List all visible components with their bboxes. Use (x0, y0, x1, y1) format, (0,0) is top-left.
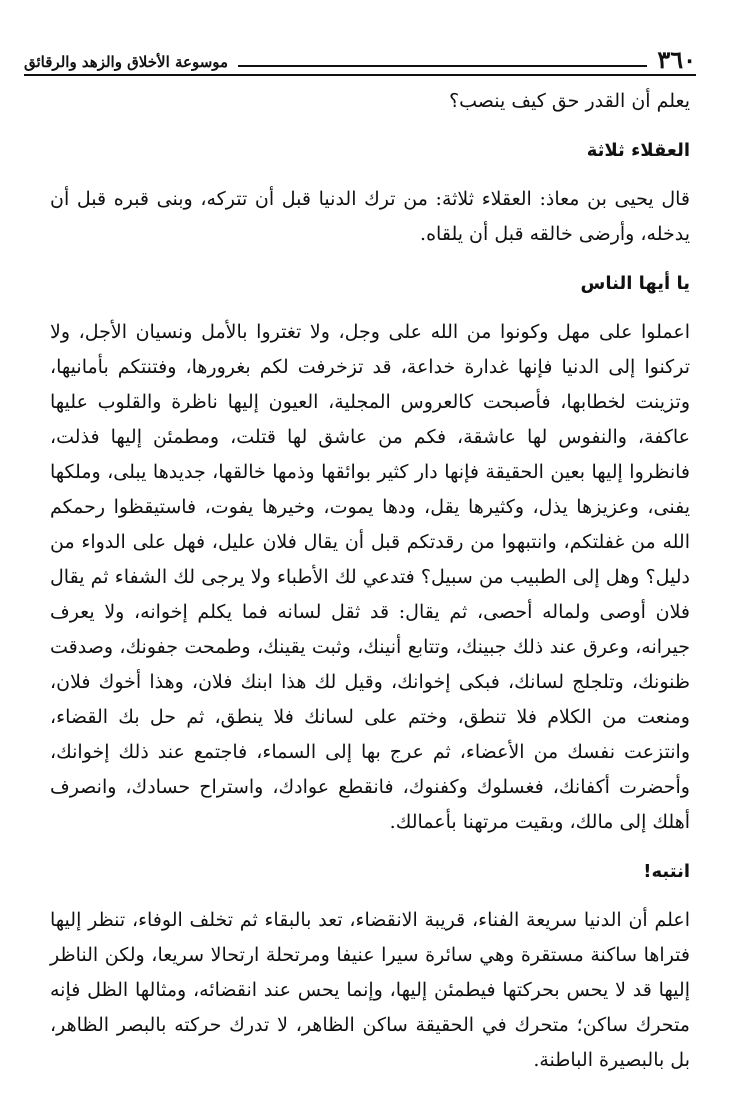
running-header (24, 30, 696, 76)
paragraph: اعملوا على مهل وكونوا من الله على وجل، ولا تغتروا بالأمل ونسيان الأجل، ولا تركنوا إلى الدنيا فإنها غدارة خداعة، قد تزخرفت لكم بغرورها، وفتنتكم بأمانيها، وتزينت لخطابها، فأصبحت كالعروس المجلية، العيون إليها ناظرة والقلوب عليها عاكفة، والنفوس لها عاشقة، فكم من عاشق لها قتلت، ومطمئن إليها فذلت، فانظروا إليها بعين الحقيقة فإنها دار كثير بوائقها وذمها خالقها، جديدها يبلى، وملكها يفنى، وعزيزها يذل، وكثيرها يقل، ودها يموت، وخيرها يفوت، فاستيقظوا رحمكم الله من غفلتكم، وانتبهوا من رقدتكم قبل أن يقال فلان عليل، فهل على الدواء من دليل؟ وهل إلى الطبيب من سبيل؟ فتدعي لك الأطباء ولا يرجى لك الشفاء ثم يقال فلان أوصى ولماله أحصى، ثم يقال: قد ثقل لسانه فما يكلم إخوانه، ولا يعرف جيرانه، وعرق عند ذلك جبينك، وتتابع أنينك، وثبت يقينك، وطمحت جفونك، وصدقت ظنونك، وتلجلج لسانك، فبكى إخوانك، وقيل لك هذا ابنك فلان، وهذا أخوك فلان، ومنعت من الكلام فلا تنطق، وختم على لسانك فلا ينطق، ثم حل بك القضاء، وانتزعت نفسك من الأعضاء، ثم عرج بها إلى السماء، فاجتمع عند ذلك إخوانك، وأحضرت أكفانك، فغسلوك وكفنوك، فانقطع عوادك، واستراح حسادك، وانصرف أهلك إلى مالك، وبقيت مرتهنا بأعمالك. (50, 321, 690, 833)
paragraph: قال يحيى بن معاذ: العقلاء ثلاثة: من ترك الدنيا قبل أن تتركه، وبنى قبره قبل أن يدخله، وأرضى خالقه قبل أن يلقاه. (50, 188, 690, 245)
page-number: ٣٦٠ (657, 45, 696, 74)
opening-line: يعلم أن القدر حق كيف ينصب؟ (449, 90, 690, 112)
section-heading: العقلاء ثلاثة (586, 140, 690, 161)
paragraph: اعلم أن الدنيا سريعة الفناء، قريبة الانقضاء، تعد بالبقاء ثم تخلف الوفاء، تنظر إليها فتراها ساكنة مستقرة وهي سائرة سيرا عنيفا ومرتحلة ارتحالا سريعا، ولكن الناظر إليها قد لا يحس بحركتها فيطمئن إليها، وإنما يحس عند انقضائه، ومثالها الظل فإنه متحرك ساكن؛ متحرك في الحقيقة ساكن الظاهر، لا تدرك حركته بالبصر الظاهر، بل بالبصيرة الباطنة. (50, 909, 690, 1071)
book-title: موسوعة الأخلاق والزهد والرقائق (24, 53, 229, 71)
section-heading: انتبه! (643, 861, 690, 882)
section-heading: يا أيها الناس (580, 273, 690, 294)
page-body (50, 84, 690, 1078)
header-rule (238, 65, 647, 67)
